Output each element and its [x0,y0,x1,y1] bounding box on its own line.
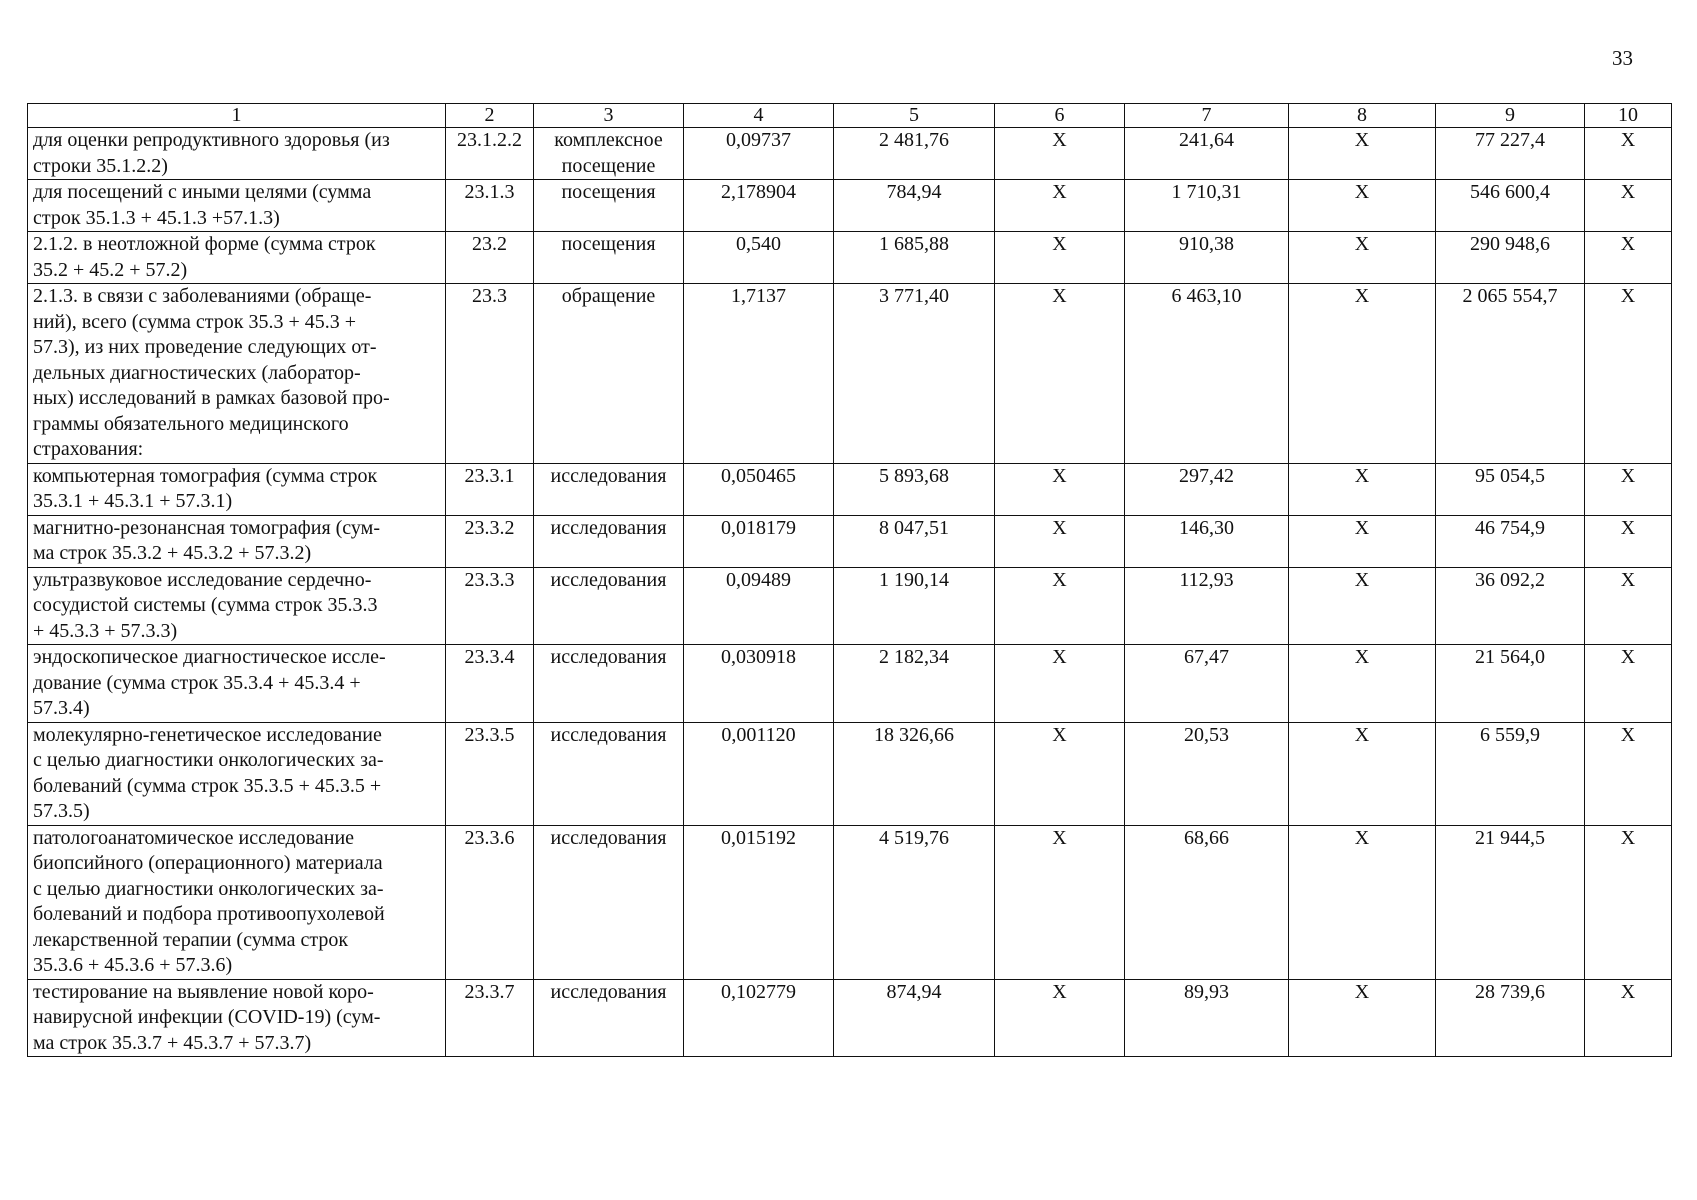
cell-col-9: 77 227,4 [1436,128,1585,180]
cell-col-4: 0,015192 [684,825,834,979]
unit-line: исследования [550,568,667,591]
cell-col-5: 4 519,76 [834,825,995,979]
cell-col-9: 21 564,0 [1436,645,1585,723]
row-unit [534,128,684,180]
header-cell: 10 [1585,104,1672,128]
description-line: тестирование на выявление новой коро- [33,980,374,1003]
header-cell: 3 [534,104,684,128]
cell-col-8: X [1289,722,1436,825]
description-line: 57.3), из них проведение следующих от- [33,336,377,358]
cell-col-5: 2 182,34 [834,645,995,723]
cell-col-10: X [1585,825,1672,979]
table-row [28,645,1672,723]
cell-col-9: 36 092,2 [1436,567,1585,645]
cell-col-5: 2 481,76 [834,128,995,180]
table-row [28,825,1672,979]
description-line: болеваний и подбора противоопухолевой [33,903,385,925]
cell-col-7: 112,93 [1125,567,1289,645]
cell-col-6: X [995,180,1125,232]
row-description [28,128,446,180]
unit-line: посещение [561,154,656,177]
table-row [28,232,1672,284]
row-unit [534,567,684,645]
cell-col-8: X [1289,463,1436,515]
row-unit [534,515,684,567]
cell-col-4: 0,102779 [684,979,834,1057]
cell-col-7: 67,47 [1125,645,1289,723]
row-unit [534,722,684,825]
unit-line: исследования [550,980,667,1003]
description-line: дельных диагностических (лаборатор- [33,361,361,384]
cell-col-4: 0,001120 [684,722,834,825]
description-line: строки 35.1.2.2) [33,154,168,177]
description-line: дование (сумма строк 35.3.4 + 45.3.4 + [33,671,361,694]
description-line: молекулярно-генетическое исследование [33,723,382,746]
cell-col-4: 0,030918 [684,645,834,723]
cell-col-5: 874,94 [834,979,995,1057]
cell-col-4: 0,540 [684,232,834,284]
unit-line: посещения [561,181,656,203]
row-description [28,722,446,825]
header-cell: 4 [684,104,834,128]
cell-col-8: X [1289,284,1436,464]
cell-col-5: 3 771,40 [834,284,995,464]
table-row [28,128,1672,180]
row-code: 23.3.1 [446,463,534,515]
header-row [28,104,1672,128]
row-unit [534,979,684,1057]
description-line: патологоанатомическое исследование [33,826,355,849]
cell-col-4: 0,09489 [684,567,834,645]
unit-line: исследования [550,464,667,487]
row-unit [534,825,684,979]
page-number: 33 [1612,46,1633,70]
row-description [28,515,446,567]
cell-col-5: 784,94 [834,180,995,232]
header-cell: 8 [1289,104,1436,128]
unit-line: исследования [550,646,667,668]
cell-col-6: X [995,128,1125,180]
row-code: 23.3.4 [446,645,534,723]
cell-col-7: 6 463,10 [1125,284,1289,464]
cell-col-10: X [1585,515,1672,567]
cell-col-4: 0,018179 [684,515,834,567]
description-line: биопсийного (операционного) материала [33,852,383,874]
description-line: компьютерная томография (сумма строк [33,464,378,487]
description-line: ма строк 35.3.2 + 45.3.2 + 57.3.2) [33,542,312,564]
row-code: 23.2 [446,232,534,284]
row-description [28,979,446,1057]
cell-col-10: X [1585,128,1672,180]
row-unit [534,180,684,232]
description-line: 57.3.4) [33,697,90,719]
cell-col-4: 0,050465 [684,463,834,515]
cell-col-7: 146,30 [1125,515,1289,567]
cell-col-9: 28 739,6 [1436,979,1585,1057]
unit-line: исследования [550,516,667,539]
cell-col-5: 1 190,14 [834,567,995,645]
table-row [28,722,1672,825]
data-table [27,103,1672,1057]
header-cell: 5 [834,104,995,128]
description-line: 35.3.6 + 45.3.6 + 57.3.6) [33,954,233,976]
header-cell: 1 [28,104,446,128]
cell-col-8: X [1289,825,1436,979]
unit-line: исследования [550,826,667,849]
description-line: с целью диагностики онкологических за- [33,877,384,900]
cell-col-7: 1 710,31 [1125,180,1289,232]
cell-col-6: X [995,645,1125,723]
cell-col-10: X [1585,567,1672,645]
header-cell: 2 [446,104,534,128]
cell-col-10: X [1585,645,1672,723]
description-line: 2.1.2. в неотложной форме (сумма строк [33,233,376,255]
table-row [28,284,1672,464]
row-description [28,825,446,979]
cell-col-9: 21 944,5 [1436,825,1585,979]
cell-col-6: X [995,825,1125,979]
row-unit [534,645,684,723]
description-line: 57.3.5) [33,800,90,822]
unit-line: комплексное [554,129,663,151]
table-row [28,979,1672,1057]
description-line: ма строк 35.3.7 + 45.3.7 + 57.3.7) [33,1031,312,1054]
cell-col-6: X [995,567,1125,645]
cell-col-10: X [1585,722,1672,825]
cell-col-7: 89,93 [1125,979,1289,1057]
cell-col-6: X [995,232,1125,284]
cell-col-8: X [1289,128,1436,180]
table-row [28,567,1672,645]
description-line: ных) исследований в рамках базовой про- [33,387,390,409]
cell-col-5: 5 893,68 [834,463,995,515]
row-description [28,567,446,645]
description-line: 35.2 + 45.2 + 57.2) [33,258,188,281]
row-unit [534,232,684,284]
cell-col-8: X [1289,645,1436,723]
cell-col-10: X [1585,232,1672,284]
header-cell: 7 [1125,104,1289,128]
cell-col-10: X [1585,180,1672,232]
cell-col-4: 2,178904 [684,180,834,232]
cell-col-9: 2 065 554,7 [1436,284,1585,464]
row-description [28,463,446,515]
cell-col-7: 910,38 [1125,232,1289,284]
unit-line: исследования [550,723,667,746]
cell-col-8: X [1289,515,1436,567]
table-row [28,180,1672,232]
description-line: строк 35.1.3 + 45.1.3 +57.1.3) [33,206,280,229]
row-description [28,645,446,723]
row-code: 23.3.2 [446,515,534,567]
cell-col-6: X [995,979,1125,1057]
cell-col-9: 546 600,4 [1436,180,1585,232]
cell-col-8: X [1289,567,1436,645]
row-code: 23.3.6 [446,825,534,979]
cell-col-6: X [995,722,1125,825]
description-line: болеваний (сумма строк 35.3.5 + 45.3.5 + [33,774,382,797]
cell-col-5: 18 326,66 [834,722,995,825]
cell-col-7: 20,53 [1125,722,1289,825]
description-line: граммы обязательного медицинского [33,412,349,435]
cell-col-9: 6 559,9 [1436,722,1585,825]
cell-col-7: 241,64 [1125,128,1289,180]
row-code: 23.1.3 [446,180,534,232]
row-code: 23.3.5 [446,722,534,825]
cell-col-6: X [995,463,1125,515]
unit-line: обращение [561,285,656,307]
row-code: 23.3.3 [446,567,534,645]
description-line: навирусной инфекции (COVID-19) (сум- [33,1006,381,1028]
cell-col-6: X [995,515,1125,567]
cell-col-8: X [1289,180,1436,232]
description-line: + 45.3.3 + 57.3.3) [33,619,178,642]
table-row [28,515,1672,567]
description-line: 35.3.1 + 45.3.1 + 57.3.1) [33,490,233,512]
row-description [28,284,446,464]
cell-col-8: X [1289,979,1436,1057]
row-code: 23.3 [446,284,534,464]
cell-col-9: 95 054,5 [1436,463,1585,515]
description-line: ний), всего (сумма строк 35.3 + 45.3 + [33,310,356,333]
row-unit [534,284,684,464]
table-row [28,463,1672,515]
row-description [28,232,446,284]
unit-line: посещения [561,233,656,255]
description-line: для оценки репродуктивного здоровья (из [33,129,390,151]
row-code: 23.3.7 [446,979,534,1057]
cell-col-9: 290 948,6 [1436,232,1585,284]
cell-col-9: 46 754,9 [1436,515,1585,567]
cell-col-4: 0,09737 [684,128,834,180]
cell-col-10: X [1585,979,1672,1057]
cell-col-7: 68,66 [1125,825,1289,979]
cell-col-6: X [995,284,1125,464]
description-line: эндоскопическое диагностическое иссле- [33,646,386,668]
description-line: магнитно-резонансная томография (сум- [33,516,380,539]
header-cell: 6 [995,104,1125,128]
description-line: лекарственной терапии (сумма строк [33,928,349,951]
cell-col-8: X [1289,232,1436,284]
cell-col-10: X [1585,463,1672,515]
description-line: для посещений с иными целями (сумма [33,181,372,203]
row-code: 23.1.2.2 [446,128,534,180]
description-line: страхования: [33,438,144,460]
description-line: 2.1.3. в связи с заболеваниями (обраще- [33,285,372,307]
row-description [28,180,446,232]
cell-col-4: 1,7137 [684,284,834,464]
cell-col-5: 8 047,51 [834,515,995,567]
header-cell: 9 [1436,104,1585,128]
description-line: с целью диагностики онкологических за- [33,749,384,771]
row-unit [534,463,684,515]
cell-col-7: 297,42 [1125,463,1289,515]
description-line: сосудистой системы (сумма строк 35.3.3 [33,594,378,616]
description-line: ультразвуковое исследование сердечно- [33,568,372,591]
cell-col-10: X [1585,284,1672,464]
cell-col-5: 1 685,88 [834,232,995,284]
